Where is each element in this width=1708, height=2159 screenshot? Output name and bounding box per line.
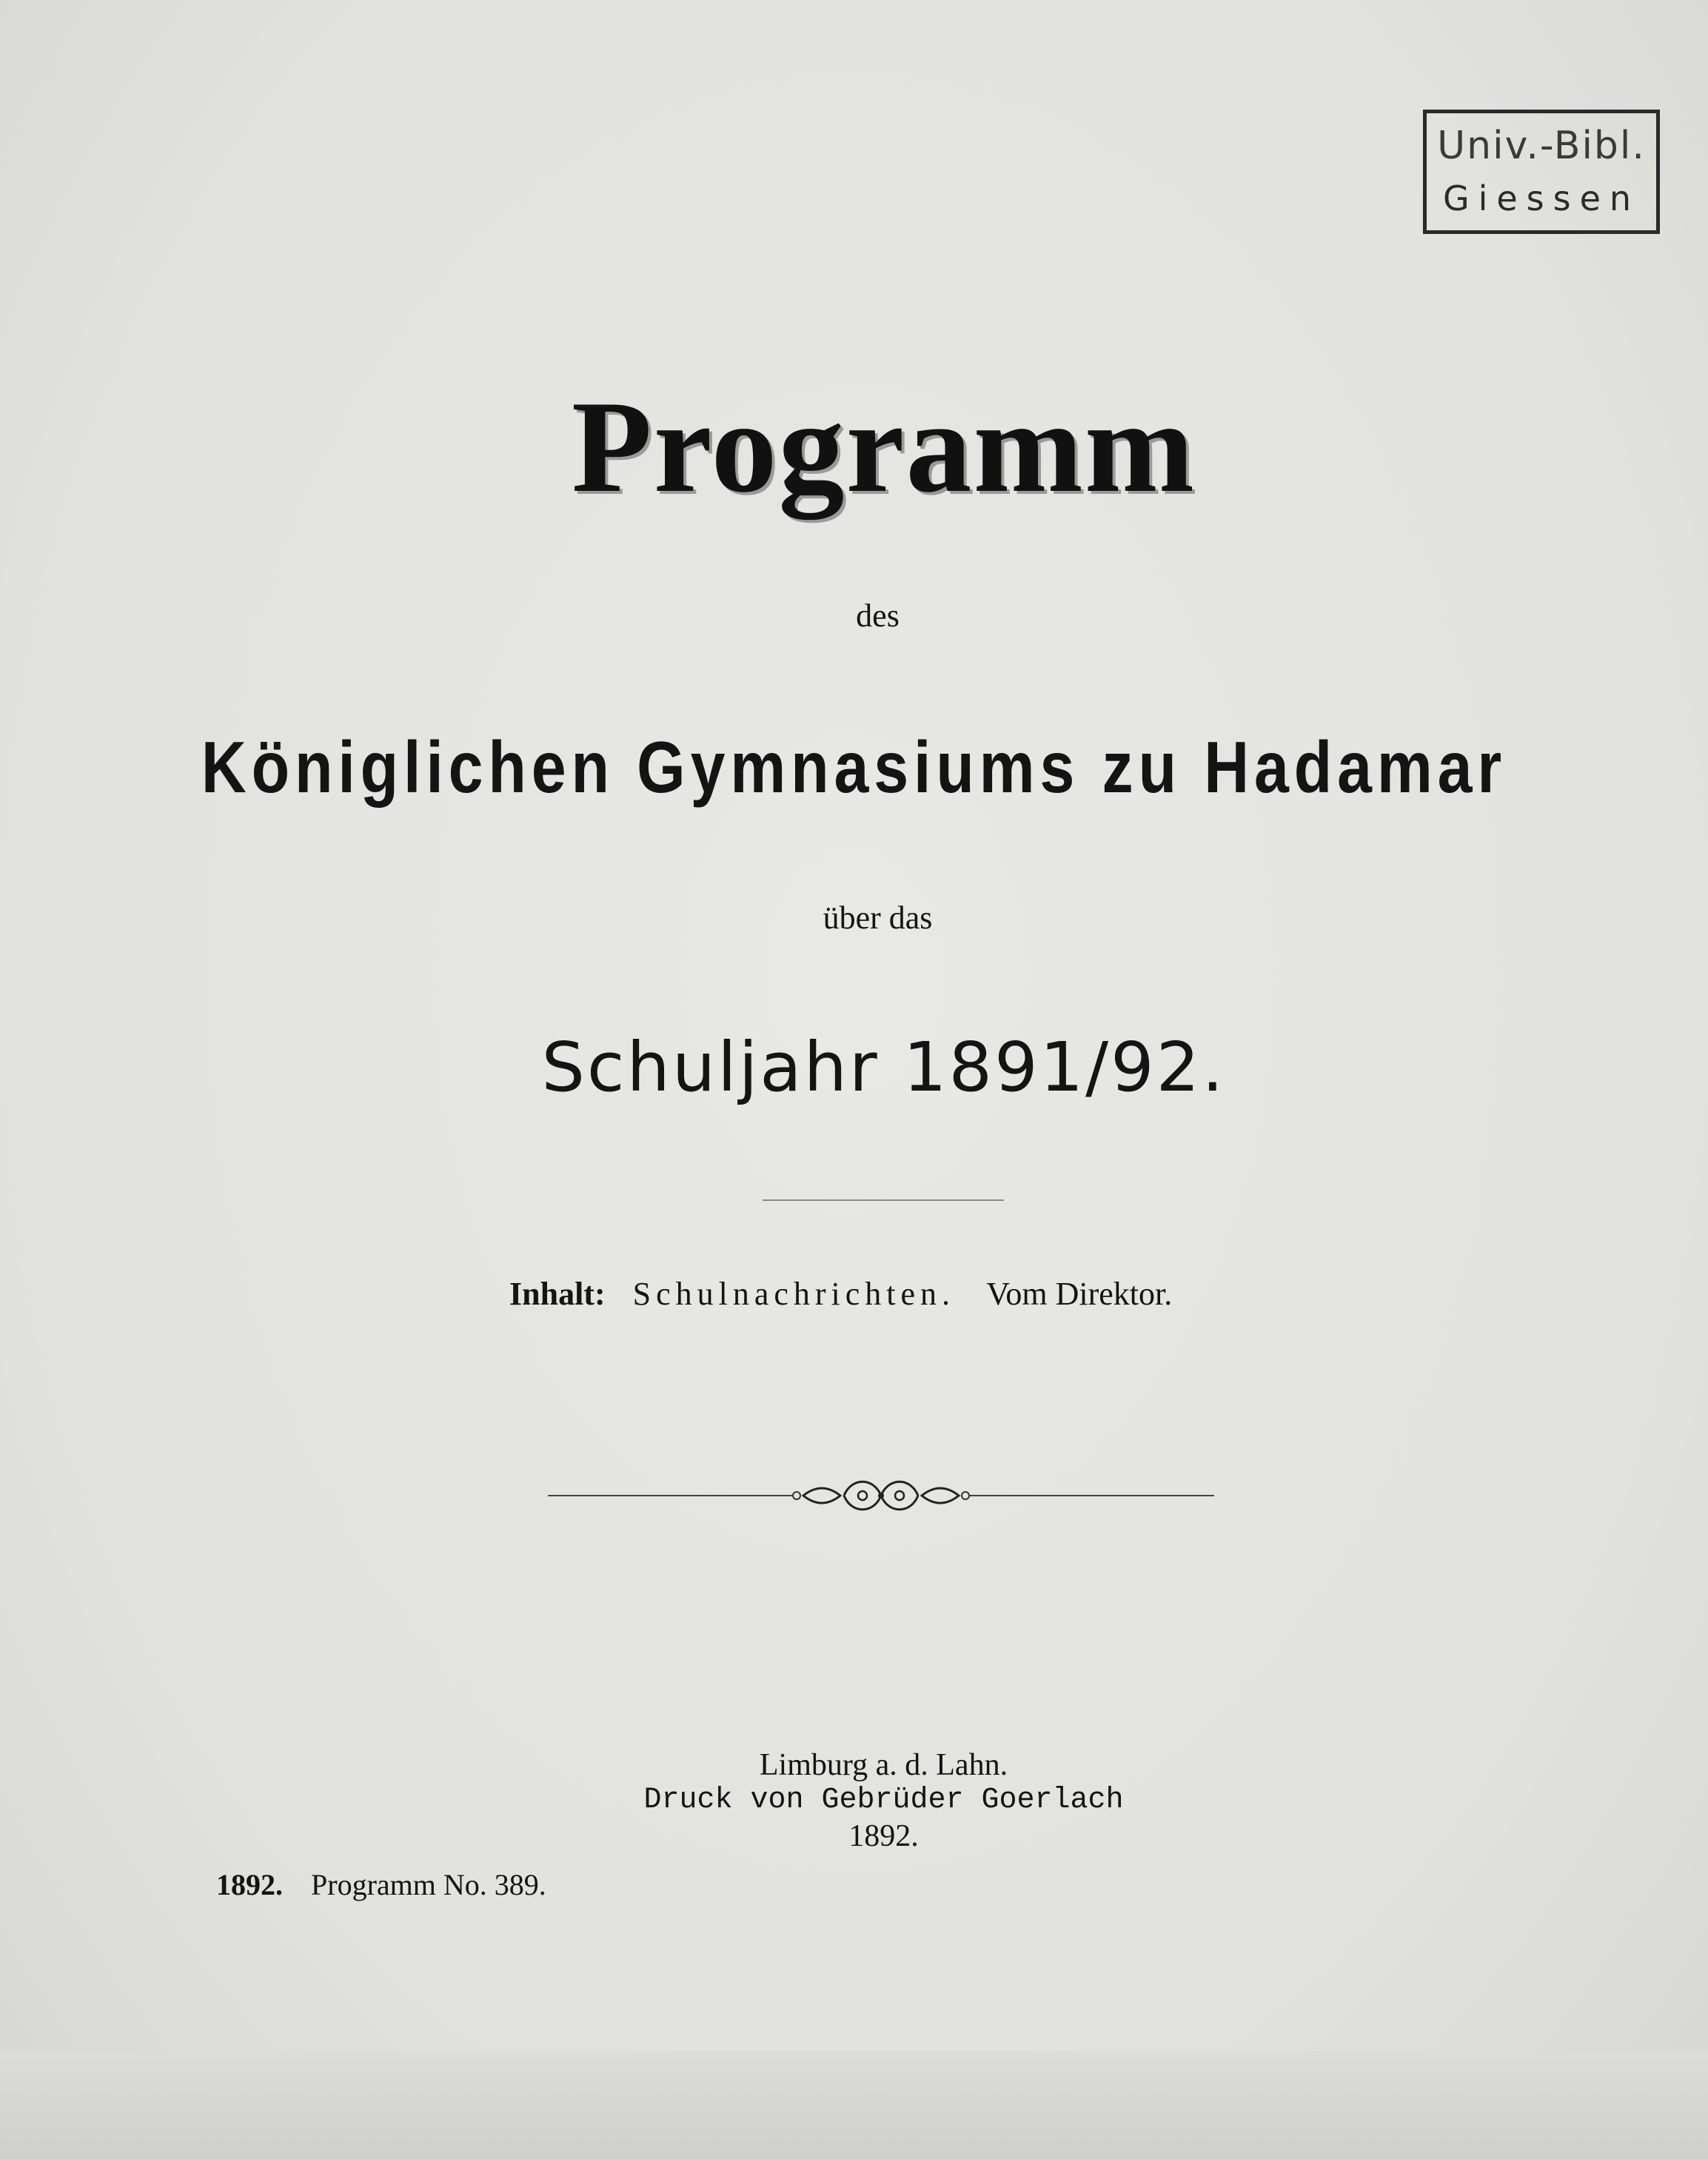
program-number: Programm No. 389. — [311, 1868, 546, 1901]
imprint-year: 1892. — [848, 1819, 919, 1853]
contents-label: Inhalt: — [509, 1276, 606, 1312]
document-title: Programm — [571, 373, 1196, 520]
title-connector-des: des — [856, 598, 900, 634]
program-number-line — [216, 1867, 546, 1902]
program-year: 1892. — [216, 1868, 283, 1901]
library-stamp — [1423, 110, 1660, 234]
imprint-printer: Druck von Gebrüder Goerlach — [643, 1784, 1124, 1817]
contents-item: Schulnachrichten. — [632, 1276, 956, 1312]
imprint-block — [30, 1747, 1708, 1854]
contents-author: Vom Direktor. — [986, 1276, 1173, 1312]
school-name: Königlichen Gymnasiums zu Hadamar — [201, 726, 1507, 808]
stamp-line-library: Univ.-Bibl. — [1437, 124, 1646, 168]
imprint-place: Limburg a. d. Lahn. — [759, 1748, 1008, 1782]
contents-line — [509, 1275, 1172, 1313]
title-connector-ueber: über das — [823, 900, 933, 936]
ornamental-divider-icon — [548, 1473, 1214, 1518]
divider-rule — [763, 1199, 1004, 1201]
school-year: Schuljahr 1891/92. — [541, 1028, 1226, 1107]
page-edge-shadow — [0, 2051, 1708, 2159]
stamp-line-city: Giessen — [1442, 178, 1641, 218]
